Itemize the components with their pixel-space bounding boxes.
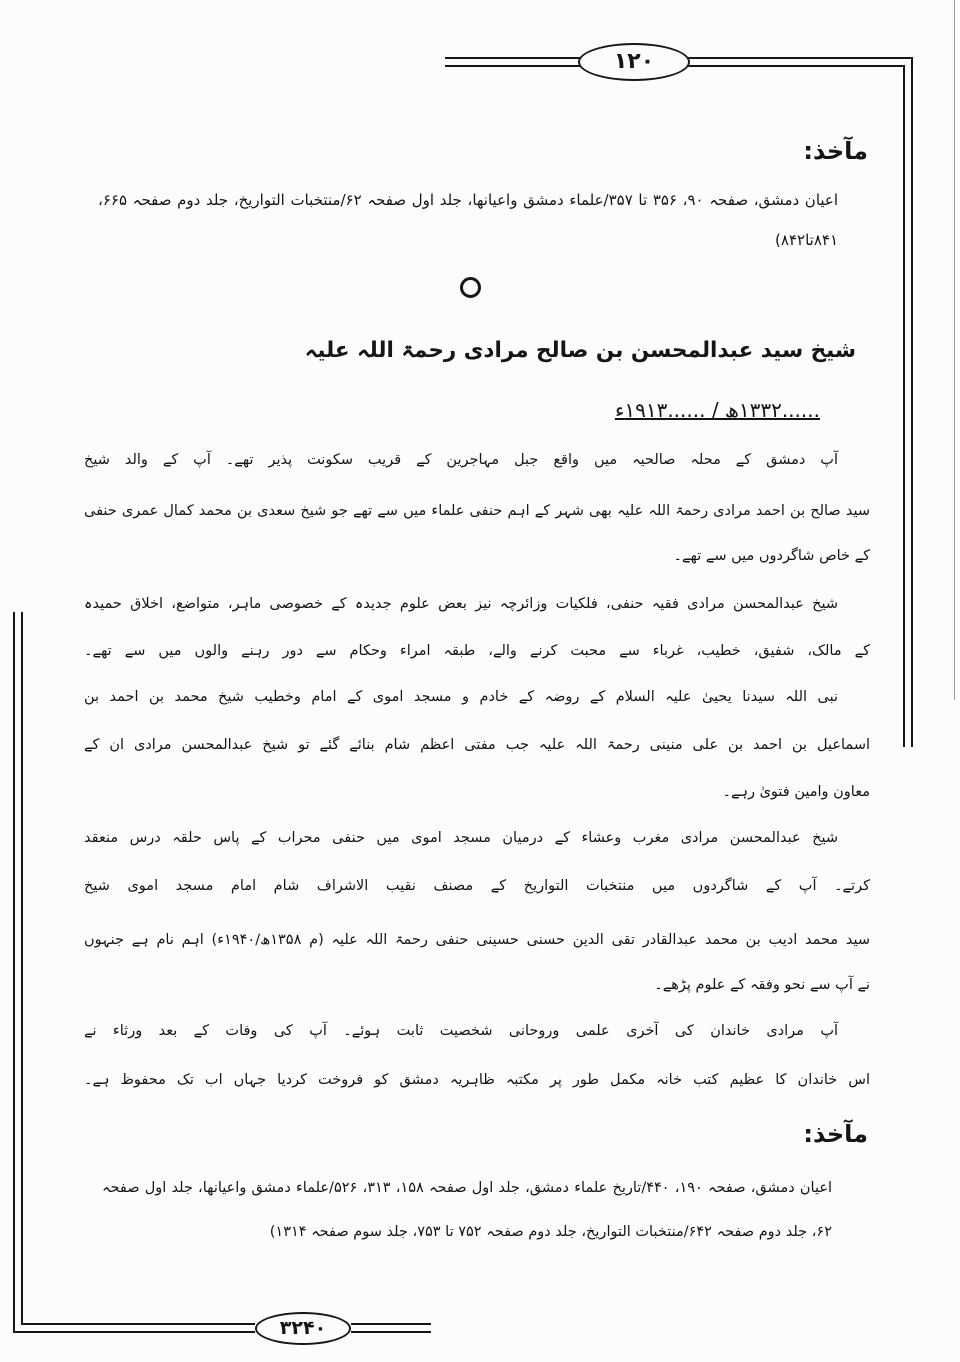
frame-line-left-outer <box>13 612 15 1333</box>
frame-line-left-inner <box>21 612 23 1325</box>
top-source-line: ۸۴۱تا۸۴۲) <box>775 231 838 249</box>
entry-dates: ......۱۳۳۲ھ / ......۱۹۱۳ء <box>614 398 820 422</box>
paragraph-line: سید محمد ادیب بن محمد عبدالقادر تقی الدین حسنی حسینی حنفی رحمۃ اللہ علیہ (م ۱۳۵۸ھ/۱۹۴۰ء) اہم نام ہے جنہوں <box>84 932 870 948</box>
frame-line-right-outer <box>911 57 913 747</box>
frame-line-bottom-inner <box>21 1323 255 1325</box>
paragraph-line: کے مالک، شفیق، خطیب، غرباء سے محبت کرنے والے، طبقہ امراء وحکام سے دور رہنے والوں میں سے تھے۔ <box>84 643 870 659</box>
frame-line-right-inner <box>903 65 905 747</box>
paragraph-line: آپ دمشق کے محلہ صالحیہ میں واقع جبل مہاجرین کے قریب سکونت پذیر تھے۔ آپ کے والد شیخ <box>84 452 838 468</box>
source-line: ۶۲، جلد دوم صفحہ ۶۴۲/منتخبات التواریخ، جلد دوم صفحہ ۷۵۲ تا ۷۵۳، جلد سوم صفحہ ۱۳۱۴) <box>269 1224 832 1240</box>
frame-line-bottom-outer-right <box>351 1331 431 1333</box>
paragraph-line: اسماعیل بن احمد بن علی منینی رحمۃ اللہ علیہ جب مفتی اعظم شام بنائے گئے تو شیخ عبدالمحسن مرادی ان کے <box>84 737 870 753</box>
scan-edge-line <box>954 0 955 700</box>
paragraph-line: نبی اللہ سیدنا یحییٰ علیہ السلام کے روضہ کے خادم و مسجد اموی کے امام وخطیب شیخ محمد بن احمد بن <box>84 689 838 705</box>
top-sources-heading: مآخذ: <box>803 137 868 165</box>
sources-heading: مآخذ: <box>803 1120 868 1148</box>
ornament-circle <box>460 277 481 298</box>
paragraph-line: سید صالح بن احمد مرادی رحمۃ اللہ علیہ بھی شہر کے اہم حنفی علماء میں سے تھے جو شیخ سعدی بن محمد کمال عمری حنفی <box>84 503 870 519</box>
frame-line-bottom-inner-right <box>351 1323 431 1325</box>
source-line: اعیان دمشق، صفحہ ۱۹۰، ۴۴۰/تاریخ علماء دمشق، جلد اول صفحہ ۱۵۸، ۳۱۳، ۵۲۶/علماء دمشق واعیانھا، جلد اول صفحہ <box>102 1180 832 1196</box>
page-number-bottom: ۳۲۴۰ <box>255 1312 351 1345</box>
top-source-line: اعیان دمشق، صفحہ ۹۰، ۳۵۶ تا ۳۵۷/علماء دمشق واعیانھا، جلد اول صفحہ ۶۲/منتخبات التواریخ، جلد دوم صفحہ ۶۶۵، <box>98 191 838 209</box>
paragraph-line: شیخ عبدالمحسن مرادی مغرب وعشاء کے درمیان مسجد اموی میں حنفی محراب کے پاس حلقہ درس منعقد <box>84 830 838 846</box>
paragraph-line: کے خاص شاگردوں میں سے تھے۔ <box>673 548 870 564</box>
paragraph-line: معاون وامین فتویٰ رہے۔ <box>722 784 870 800</box>
frame-line-bottom-outer <box>13 1331 255 1333</box>
page-number-top: ۱۲۰ <box>578 43 690 81</box>
paragraph-line: شیخ عبدالمحسن مرادی فقیہ حنفی، فلکیات وزائرچہ نیز بعض علوم جدیدہ کے خصوصی ماہر، متواضع، اخلاق حمیدہ <box>84 596 838 612</box>
paragraph-line: نے آپ سے نحو وفقہ کے علوم پڑھے۔ <box>654 977 870 993</box>
paragraph-line: اس خاندان کا عظیم کتب خانہ مکمل طور پر مکتبہ ظاہریہ دمشق کو فروخت کردیا جہاں اب تک محفوظ ہے۔ <box>84 1072 870 1088</box>
paragraph-line: آپ مرادی خاندان کی آخری علمی وروحانی شخصیت ثابت ہوئے۔ آپ کی وفات کے بعد ورثاء نے <box>84 1023 838 1039</box>
entry-title: شیخ سید عبدالمحسن بن صالح مرادی رحمۃ اللہ علیہ <box>304 338 856 363</box>
paragraph-line: کرتے۔ آپ کے شاگردوں میں منتخبات التواریخ کے مصنف نقیب الاشراف شام امام مسجد اموی شیخ <box>84 878 870 894</box>
